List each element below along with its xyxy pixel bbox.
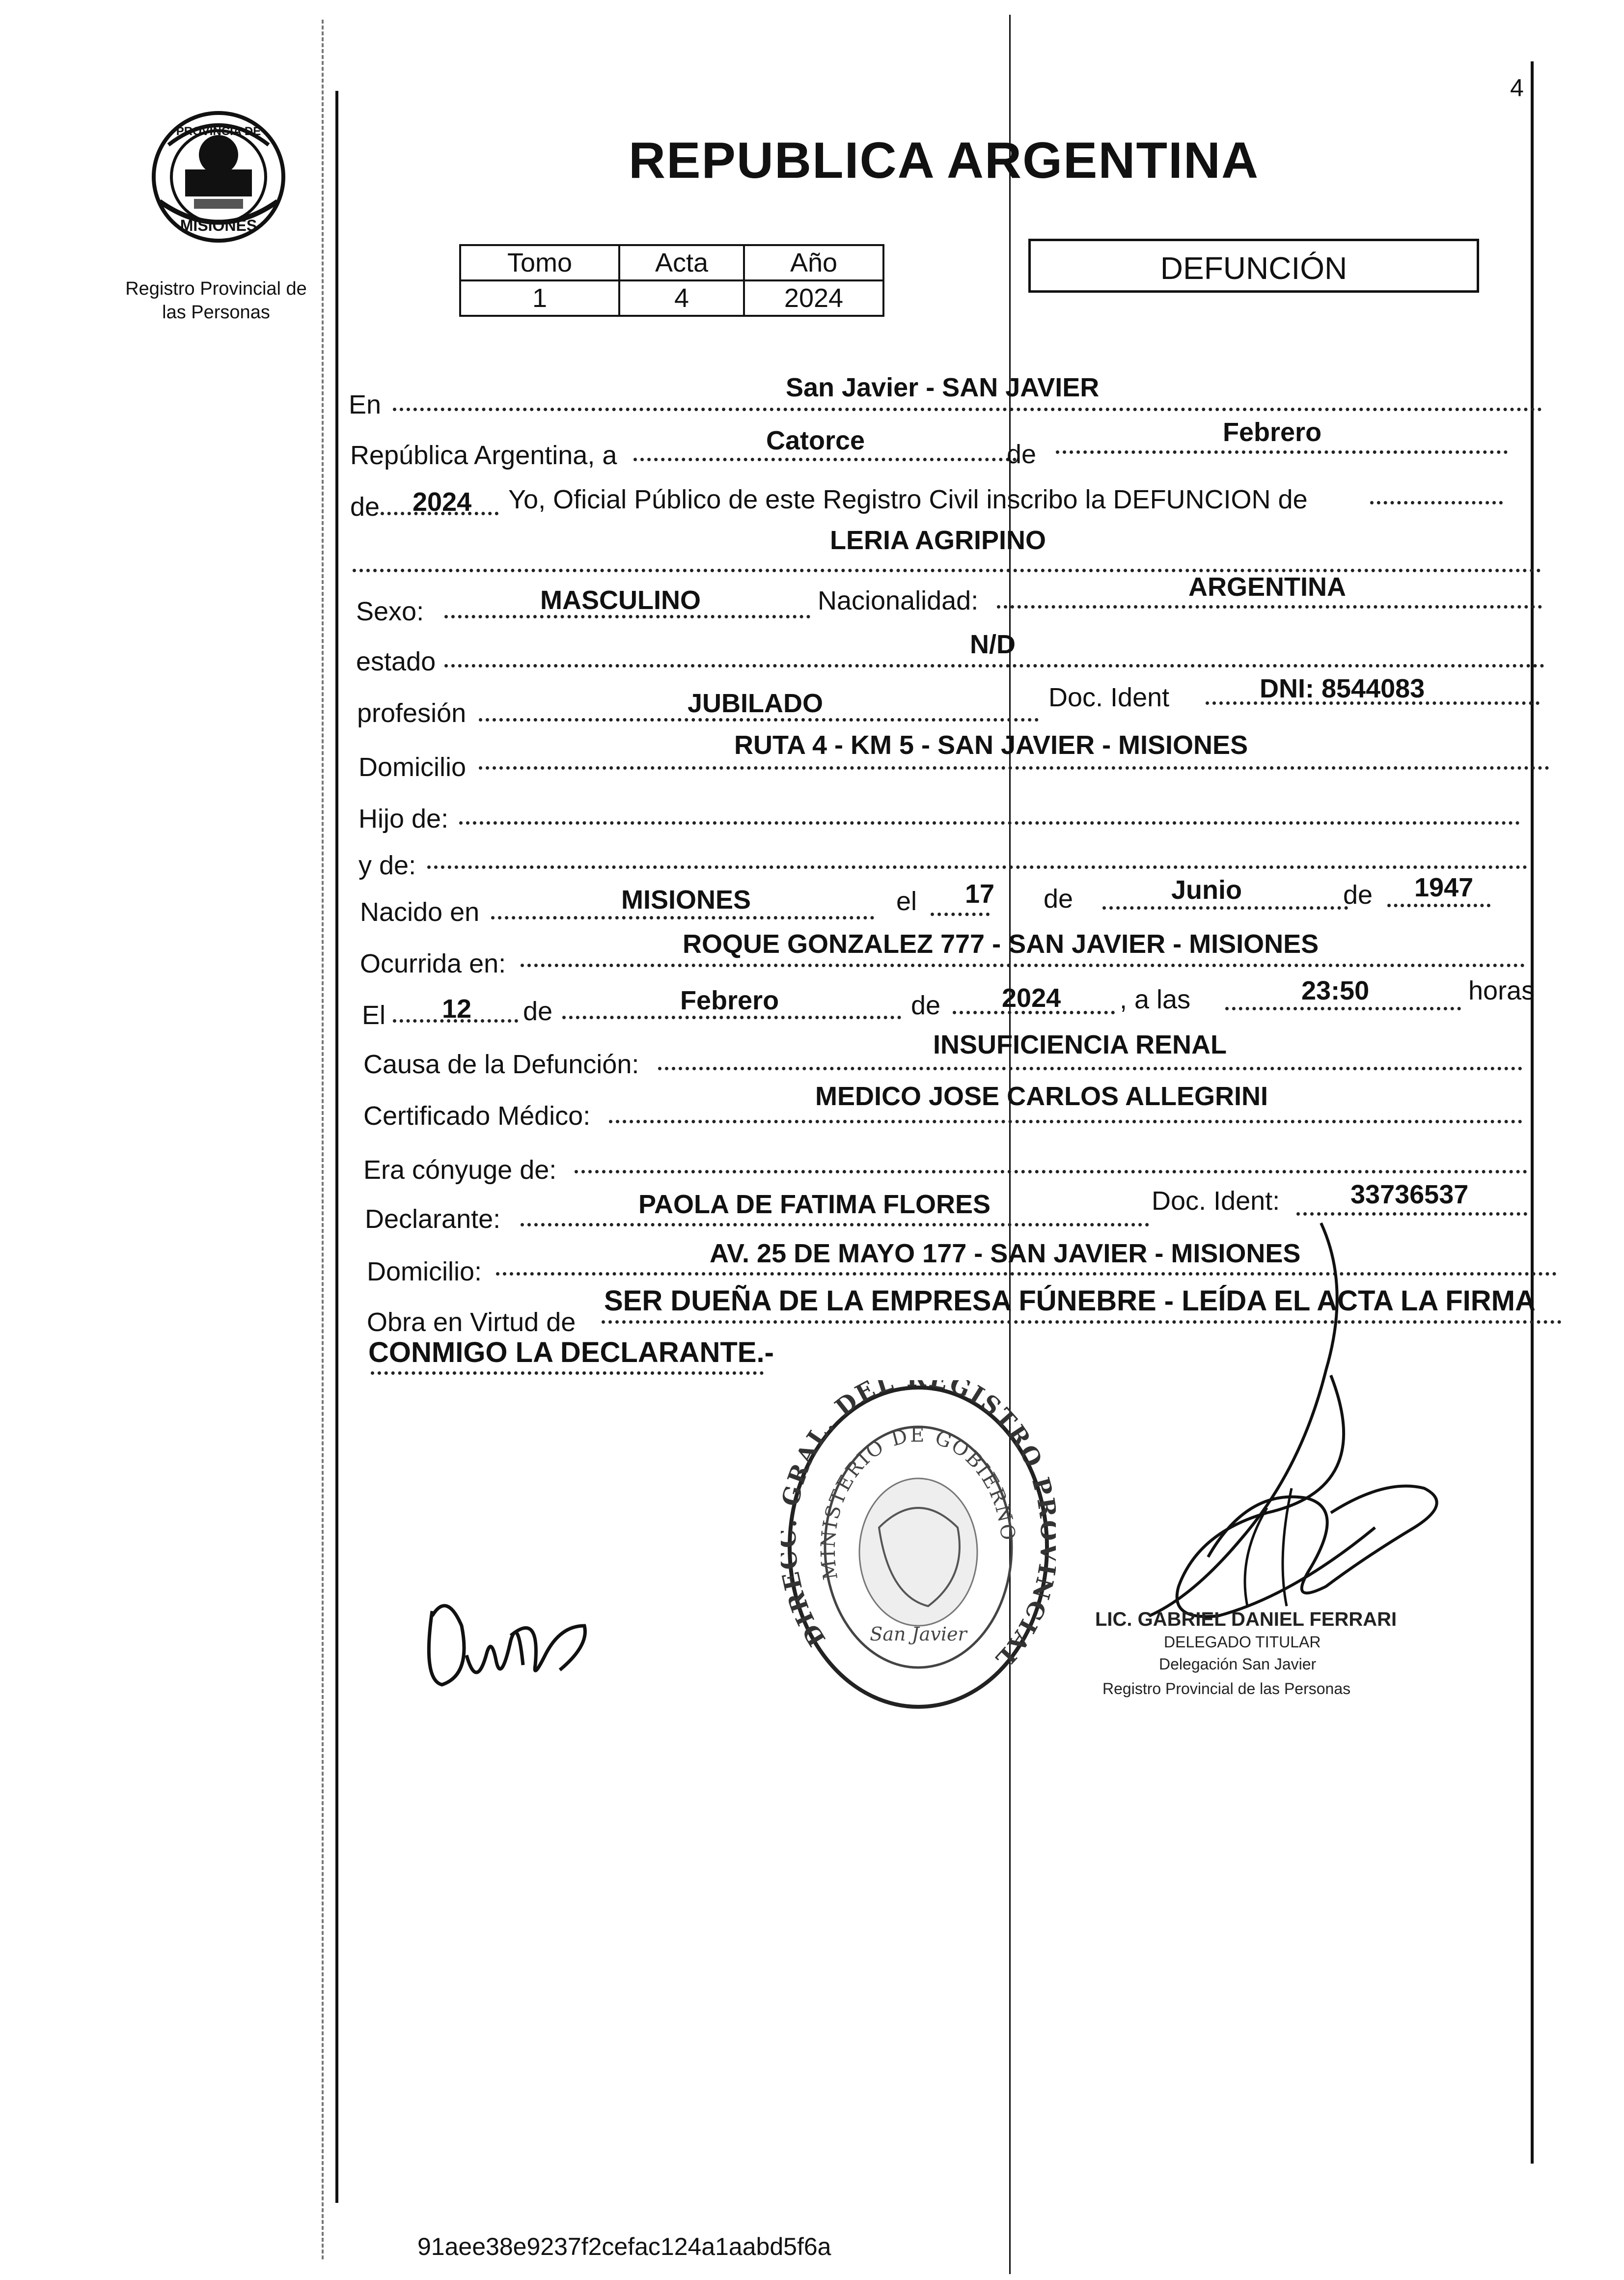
by-virtue-value-line2: CONMIGO LA DECLARANTE.- xyxy=(368,1336,774,1368)
place-label: En xyxy=(349,390,382,419)
left-margin-line xyxy=(335,91,338,2203)
spouse-label: Era cónyuge de: xyxy=(363,1155,557,1185)
by-virtue-label: Obra en Virtud de xyxy=(367,1307,576,1337)
born-day-value: 17 xyxy=(965,879,995,909)
profession-line xyxy=(479,718,1039,722)
born-month-value: Junio xyxy=(1171,875,1242,905)
document-hash: 91aee38e9237f2cefac124a1aabd5f6a xyxy=(417,2233,831,2260)
occurred-value: ROQUE GONZALEZ 777 - SAN JAVIER - MISIONES xyxy=(683,929,1319,959)
and-of-label: y de: xyxy=(358,851,416,880)
born-place-value: MISIONES xyxy=(621,885,751,915)
certificate-value: MEDICO JOSE CARLOS ALLEGRINI xyxy=(815,1082,1268,1111)
marital-status-label: estado xyxy=(356,647,436,676)
date-month-line xyxy=(1056,450,1508,454)
marital-status-line xyxy=(444,664,1544,667)
page-title: REPUBLICA ARGENTINA xyxy=(629,132,1260,189)
agency-name: Registro Provincial de las Personas xyxy=(125,278,307,323)
death-at-label: , a las xyxy=(1120,985,1191,1014)
born-de2-label: de xyxy=(1343,880,1373,910)
stamp-bottom-text: San Javier xyxy=(870,1623,967,1645)
stamp-outer-text: DIR RAL. DEL EGISTRO P NCIAL xyxy=(781,1380,1056,1674)
marital-status-value: N/D xyxy=(970,630,1016,659)
spouse-line xyxy=(575,1170,1527,1173)
death-de-label: de xyxy=(523,997,553,1026)
death-month-value: Febrero xyxy=(680,986,779,1015)
death-el-label: El xyxy=(362,1001,386,1030)
nationality-line xyxy=(997,605,1542,609)
seal-bottom-text: MISIONES xyxy=(180,217,257,234)
by-virtue-line2 xyxy=(371,1371,764,1375)
declarant-domicile-label: Domicilio: xyxy=(367,1257,482,1286)
registry-header-row xyxy=(460,245,883,280)
center-fold-line xyxy=(1009,15,1011,2274)
death-month-line xyxy=(562,1016,901,1019)
stamp-inner-text: MINISTERIO DE GOBIERNO xyxy=(817,1424,1019,1582)
born-month-line xyxy=(1102,906,1348,910)
official-stamp xyxy=(781,1380,1056,1714)
tomo-value: 1 xyxy=(460,280,619,316)
date-day-value: Catorce xyxy=(766,426,865,455)
born-de-label: de xyxy=(1044,884,1073,914)
born-el-label: el xyxy=(896,887,917,916)
profession-label: profesión xyxy=(357,698,467,728)
sex-label: Sexo: xyxy=(356,597,424,626)
date-prefix-label: República Argentina, a xyxy=(350,441,617,470)
death-time-line xyxy=(1225,1007,1461,1010)
cause-line xyxy=(658,1067,1522,1070)
nationality-label: Nacionalidad: xyxy=(818,586,979,615)
registry-table xyxy=(459,244,884,317)
doc-ident-label: Doc. Ident xyxy=(1048,683,1170,712)
death-time-value: 23:50 xyxy=(1301,976,1370,1005)
declarant-domicile-value: AV. 25 DE MAYO 177 - SAN JAVIER - MISIONES xyxy=(710,1239,1301,1268)
officer-name: LIC. GABRIEL DANIEL FERRARI xyxy=(1095,1609,1397,1630)
and-of-line xyxy=(427,865,1527,869)
born-place-line xyxy=(491,916,874,919)
registry-value-row xyxy=(460,280,883,316)
declarant-value: PAOLA DE FATIMA FLORES xyxy=(638,1190,991,1219)
registry-statement: Yo, Oficial Público de este Registro Civil inscribo la DEFUNCION de xyxy=(508,485,1308,514)
date-year-value: 2024 xyxy=(413,487,472,517)
page-number: 4 xyxy=(1510,74,1524,102)
place-value: San Javier - SAN JAVIER xyxy=(786,373,1100,402)
domicile-line xyxy=(479,766,1549,770)
date-day-line xyxy=(633,458,1017,461)
province-seal xyxy=(145,108,292,250)
col-ano-header: Año xyxy=(744,245,883,280)
born-year-line xyxy=(1387,904,1490,907)
cause-label: Causa de la Defunción: xyxy=(363,1050,639,1079)
death-day-value: 12 xyxy=(442,994,472,1024)
seal-top-text: PROVINCIA DE xyxy=(176,125,261,138)
officer-delegation: Delegación San Javier xyxy=(1159,1655,1317,1673)
declarant-line xyxy=(521,1223,1149,1226)
born-day-line xyxy=(931,913,990,916)
place-line xyxy=(393,408,1542,411)
col-tomo-header: Tomo xyxy=(460,245,619,280)
domicile-value: RUTA 4 - KM 5 - SAN JAVIER - MISIONES xyxy=(734,730,1248,760)
cause-value: INSUFICIENCIA RENAL xyxy=(933,1030,1227,1059)
born-label: Nacido en xyxy=(360,897,480,927)
sex-value: MASCULINO xyxy=(540,585,701,615)
statement-trailing-line xyxy=(1370,501,1503,504)
death-hours-label: horas xyxy=(1468,976,1535,1005)
occurred-label: Ocurrida en: xyxy=(360,949,506,978)
left-scan-edge xyxy=(322,20,324,2259)
nationality-value: ARGENTINA xyxy=(1188,572,1346,602)
profession-value: JUBILADO xyxy=(688,689,824,718)
born-year-value: 1947 xyxy=(1414,873,1474,902)
death-year-value: 2024 xyxy=(1002,983,1061,1013)
occurred-line xyxy=(521,964,1525,967)
ano-value: 2024 xyxy=(744,280,883,316)
doc-ident-value: DNI: 8544083 xyxy=(1260,674,1425,703)
declarant-label: Declarante: xyxy=(365,1204,501,1234)
by-virtue-value-line1: SER DUEÑA DE LA EMPRESA FÚNEBRE - LEÍDA EL ACTA LA FIRMA xyxy=(604,1285,1536,1317)
document-type-box: DEFUNCIÓN xyxy=(1028,239,1479,293)
certificate-label: Certificado Médico: xyxy=(363,1101,591,1131)
date-month-value: Febrero xyxy=(1223,417,1322,447)
death-de2-label: de xyxy=(911,991,941,1020)
child-of-label: Hijo de: xyxy=(358,804,449,834)
date-year-de-label: de xyxy=(350,492,380,522)
right-margin-line xyxy=(1531,61,1534,2164)
deceased-name: LERIA AGRIPINO xyxy=(830,526,1046,555)
child-of-line xyxy=(459,821,1520,825)
officer-registry: Registro Provincial de las Personas xyxy=(1102,1680,1351,1697)
date-de-label: de xyxy=(1007,440,1037,469)
officer-title: DELEGADO TITULAR xyxy=(1164,1633,1321,1651)
declarant-doc-label: Doc. Ident: xyxy=(1152,1186,1280,1216)
col-acta-header: Acta xyxy=(619,245,744,280)
acta-value: 4 xyxy=(619,280,744,316)
declarant-doc-value: 33736537 xyxy=(1350,1180,1469,1209)
sex-line xyxy=(444,615,810,618)
deceased-name-line xyxy=(353,569,1541,572)
domicile-label: Domicilio xyxy=(358,752,467,782)
officer-signature xyxy=(1120,1213,1473,1645)
certificate-line xyxy=(609,1120,1522,1123)
declarant-signature xyxy=(413,1582,599,1699)
